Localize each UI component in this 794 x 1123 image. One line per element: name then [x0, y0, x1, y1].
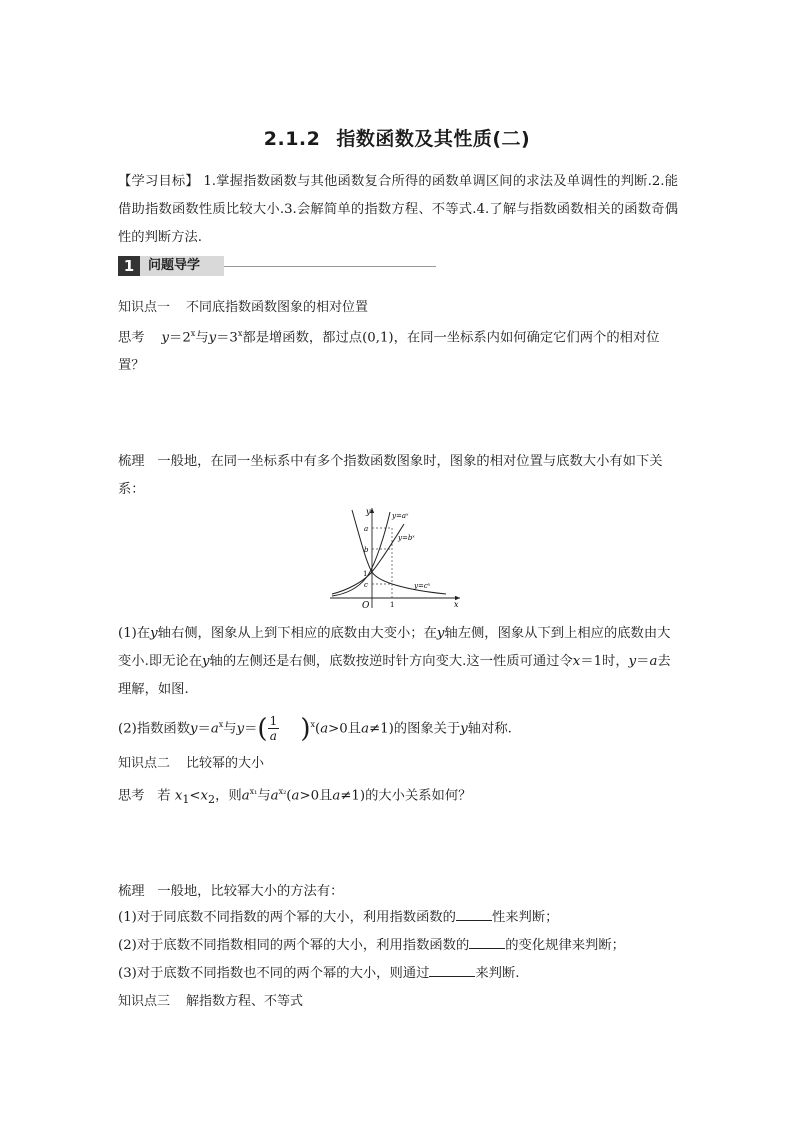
- var-a: a: [291, 788, 300, 804]
- learning-objectives: [118, 168, 678, 252]
- var-x: x: [200, 788, 209, 804]
- section-divider: [224, 266, 436, 267]
- kp2-label: 知识点二: [118, 756, 171, 771]
- kp3-title: 解指数方程、不等式: [186, 994, 304, 1009]
- exp-x1: x₁: [249, 787, 258, 796]
- exp-x: x: [190, 329, 196, 338]
- word-and: 与: [195, 330, 209, 346]
- kp2-part: (: [286, 788, 292, 804]
- b-label: b: [364, 546, 369, 554]
- kp2-summary-label: 梳理: [118, 884, 145, 899]
- var-a: a: [361, 721, 369, 737]
- method-3: [118, 960, 678, 988]
- rule2-part: (2)指数函数: [118, 721, 191, 737]
- curve-a-label: y=aˣ: [392, 512, 409, 520]
- rule2-part: >0且: [328, 721, 362, 737]
- var-a: a: [649, 654, 658, 669]
- rule-2: [118, 708, 678, 746]
- rule2-part: 与: [223, 721, 237, 737]
- var-x: x: [572, 654, 581, 669]
- var-a: a: [332, 788, 341, 804]
- method2-text: (2)对于底数不同指数相同的两个幂的大小，利用指数函数的: [118, 938, 470, 953]
- method2-text-end: 的变化规律来判断；: [505, 938, 625, 953]
- fill-blank[interactable]: [469, 936, 505, 949]
- var-y: y: [628, 654, 637, 669]
- rule1-part: ＝1时，: [580, 654, 629, 669]
- kp2-title: 比较幂的大小: [186, 756, 265, 771]
- section-header-number: 1: [118, 256, 140, 276]
- rule2-part: ＝: [244, 721, 258, 737]
- rule1-part: 去理解，如图.: [118, 654, 671, 697]
- objectives-text: 1.掌握指数函数与其他函数复合所得的函数单调区间的求法及单调性的判断.2.能借助指数函数性质比较大小.3.会解简单的指数方程、不等式.4.了解与指数函数相关的函数奇偶性的判断方法.: [118, 174, 678, 245]
- kp2-part: ，则: [215, 788, 242, 804]
- var-y: y: [208, 330, 217, 346]
- kp3-label: 知识点三: [118, 994, 171, 1009]
- rule1-part: 轴右侧，图象从上到下相应的底数由大变小；在: [157, 626, 437, 641]
- c-label: c: [364, 581, 368, 589]
- subscript: 1: [182, 793, 190, 807]
- fill-blank[interactable]: [429, 964, 475, 977]
- rule2-part: (: [315, 721, 321, 737]
- fill-blank[interactable]: [456, 908, 492, 921]
- rule2-part: 轴对称.: [467, 721, 512, 737]
- rule1-part: ＝: [636, 654, 650, 669]
- method-2: [118, 932, 678, 960]
- y-one-label: 1: [363, 570, 368, 578]
- exp-x2: x₂: [278, 787, 287, 796]
- x-one-label: 1: [390, 601, 395, 609]
- var-x: x: [174, 788, 183, 804]
- kp1-summary-label: 梳理: [118, 454, 145, 469]
- kp3-heading: [118, 988, 678, 1016]
- fraction: [268, 714, 280, 743]
- var-a: a: [320, 721, 329, 737]
- paren-left: (: [257, 713, 268, 744]
- exp-x: x: [310, 720, 316, 729]
- method1-text: (1)对于同底数不同指数的两个幂的大小，利用指数函数的: [118, 910, 456, 925]
- var-y: y: [236, 721, 245, 737]
- curve-c-label: y=cˣ: [414, 582, 431, 590]
- kp1-think-label: 思考: [118, 330, 145, 346]
- kp2-part: 与: [257, 788, 271, 804]
- rule2-part: ＝: [197, 721, 211, 737]
- kp2-think-label: 思考: [118, 788, 145, 804]
- y-axis-label: y: [366, 507, 371, 516]
- var-y: y: [460, 721, 468, 737]
- kp2-summary: [118, 878, 678, 906]
- var-y: y: [150, 626, 158, 641]
- rule1-part: 轴左侧，图象从下到上相应的底数由大变小.即无论在: [118, 626, 671, 669]
- var-a: a: [241, 788, 250, 804]
- rule1-part: (1)在: [118, 626, 151, 641]
- var-y: y: [190, 721, 198, 737]
- kp2-heading: [118, 750, 678, 778]
- rule1-part: 轴的左侧还是右侧，底数按逆时针方向变大.这一性质可通过令: [209, 654, 573, 669]
- origin-label: O: [362, 601, 370, 611]
- expr-eq-3: ＝3: [216, 330, 238, 346]
- curve-b: [332, 524, 404, 594]
- fraction-denominator: a: [269, 729, 277, 744]
- kp2-part: 若: [157, 788, 171, 804]
- var-y: y: [202, 654, 210, 669]
- exp-x: x: [218, 720, 224, 729]
- title-text: 指数函数及其性质(二): [336, 128, 531, 150]
- var-a: a: [210, 721, 219, 737]
- exponential-graph: [326, 504, 466, 612]
- fraction-numerator: 1: [269, 714, 278, 729]
- kp2-part: ≠1)的大小关系如何？: [340, 788, 472, 804]
- rule-1: [118, 620, 678, 704]
- exp-x: x: [237, 329, 243, 338]
- section-header-title: 问题导学: [140, 256, 224, 276]
- a-label: a: [364, 525, 369, 533]
- kp1-title: 不同底指数函数图象的相对位置: [186, 300, 369, 315]
- curve-a: [332, 512, 390, 596]
- kp2-summary-text: 一般地，比较幂大小的方法有：: [157, 884, 344, 899]
- subscript: 2: [208, 793, 216, 807]
- kp1-think: [118, 320, 678, 380]
- objectives-label: 【学习目标】: [118, 174, 199, 189]
- kp2-think: [118, 778, 678, 814]
- rule2-part: ≠1)的图象关于: [369, 721, 461, 737]
- expr-eq-2: ＝2: [169, 330, 191, 346]
- kp1-think-question: 都是增函数，都过点(0,1)，在同一坐标系内如何确定它们两个的相对位置？: [118, 330, 660, 374]
- section-number: 2.1.2: [263, 128, 321, 150]
- var-y: y: [161, 330, 170, 346]
- method3-text: (3)对于底数不同指数也不同的两个幂的大小，则通过: [118, 966, 430, 981]
- kp2-part: <: [189, 788, 201, 804]
- var-a: a: [270, 788, 279, 804]
- kp1-summary: [118, 448, 678, 504]
- x-axis-label: x: [454, 600, 459, 609]
- method3-text-end: 来判断.: [475, 966, 520, 981]
- kp1-label: 知识点一: [118, 300, 171, 315]
- kp1-summary-text: 一般地，在同一坐标系中有多个指数函数图象时，图象的相对位置与底数大小有如下关系：: [118, 454, 663, 497]
- var-y: y: [436, 626, 445, 641]
- method-1: [118, 904, 678, 932]
- kp1-heading: [118, 294, 678, 322]
- curve-b-label: y=bˣ: [398, 534, 415, 542]
- kp2-part: >0且: [299, 788, 333, 804]
- page-title: [0, 124, 794, 151]
- paren-right: ): [300, 713, 311, 744]
- method1-text-end: 性来判断；: [491, 910, 559, 925]
